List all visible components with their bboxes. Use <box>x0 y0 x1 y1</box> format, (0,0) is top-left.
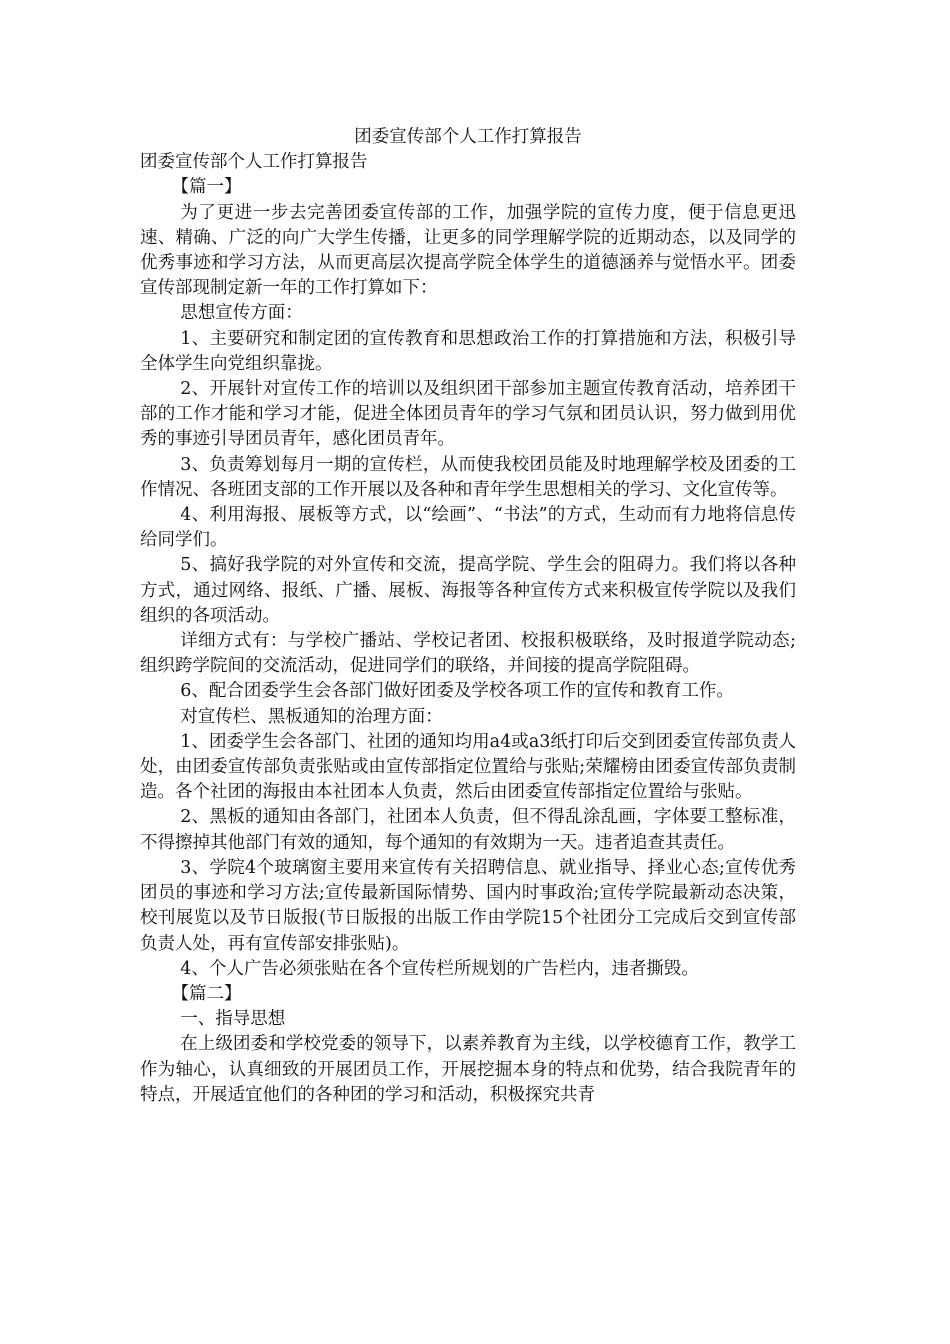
document-subtitle: 团委宣传部个人工作打算报告 <box>140 152 368 173</box>
paragraph: 2、黑板的通知由各部门，社团本人负责，但不得乱涂乱画，字体要工整标准，不得擦掉其他部门有效的通知，每个通知的有效期为一天。违者追查其责任。 <box>140 807 796 853</box>
paragraph: 3、负责筹划每月一期的宣传栏，从而使我校团员能及时地理解学校及团委的工作情况、各班团支部的工作开展以及各种和青年学生思想相关的学习、文化宣传等。 <box>140 454 796 500</box>
paragraph: 1、团委学生会各部门、社团的通知均用a4或a3纸打印后交到团委宣传部负责人处，由团委宣传部负责张贴或由宣传部指定位置给与张贴;荣耀榜由团委宣传部负责制造。各个社团的海报由本社团本人负责，然后由团委宣传部指定位置给与张贴。 <box>140 731 796 803</box>
section-heading-2: 【篇二】 <box>171 983 242 1004</box>
paragraph: 为了更进一步去完善团委宣传部的工作，加强学院的宣传力度，便于信息更迅速、精确、广泛的向广大学生传播，让更多的同学理解学院的近期动态，以及同学的优秀事迹和学习方法，从而更高层次提高学院全体学生的道德涵养与觉悟水平。团委宣传部现制定新一年的工作打算如下： <box>140 202 796 299</box>
paragraph: 对宣传栏、黑板通知的治理方面： <box>180 706 443 727</box>
paragraph: 4、利用海报、展板等方式，以“绘画”、“书法”的方式，生动而有力地将信息传给同学们。 <box>140 505 796 551</box>
paragraph: 5、搞好我学院的对外宣传和交流，提高学院、学生会的阻碍力。我们将以各种方式，通过网络、报纸、广播、展板、海报等各种宣传方式来积极宣传学院以及我们组织的各项活动。 <box>140 555 796 626</box>
paragraph: 6、配合团委学生会各部门做好团委及学校各项工作的宣传和教育工作。 <box>180 681 734 702</box>
document-page <box>140 125 796 1108</box>
paragraph: 详细方式有：与学校广播站、学校记者团、校报积极联络，及时报道学院动态;组织跨学院间的交流活动，促进同学们的联络，并间接的提高学院阻碍。 <box>140 631 796 677</box>
document-title: 团委宣传部个人工作打算报告 <box>354 127 582 147</box>
paragraph: 3、学院4个玻璃窗主要用来宣传有关招聘信息、就业指导、择业心态;宣传优秀团员的事迹和学习方法;宣传最新国际情势、国内时事政治;宣传学院最新动态决策，校刊展览以及节日版报(节日版报的出版工作由学院15个社团分工完成后交到宣传部负责人处，再有宣传部安排张贴)。 <box>140 857 796 954</box>
paragraph: 2、开展针对宣传工作的培训以及组织团干部参加主题宣传教育活动，培养团干部的工作才能和学习才能，促进全体团员青年的学习气氛和团员认识，努力做到用优秀的事迹引导团员青年，感化团员青年。 <box>140 379 796 450</box>
paragraph: 在上级团委和学校党委的领导下，以素养教育为主线，以学校德育工作，教学工作为轴心，认真细致的开展团员工作，开展挖掘本身的特点和优势，结合我院青年的特点，开展适宜他们的各种团的学习和活动，积极探究共青 <box>140 1034 796 1105</box>
paragraph: 思想宣传方面： <box>180 303 303 324</box>
paragraph: 一、指导思想 <box>180 1009 286 1030</box>
paragraph: 1、主要研究和制定团的宣传教育和思想政治工作的打算措施和方法，积极引导全体学生向党组织靠拢。 <box>140 328 796 374</box>
section-heading-1: 【篇一】 <box>171 177 242 198</box>
paragraph: 4、个人广告必须张贴在各个宣传栏所规划的广告栏内，违者撕毁。 <box>180 958 699 979</box>
